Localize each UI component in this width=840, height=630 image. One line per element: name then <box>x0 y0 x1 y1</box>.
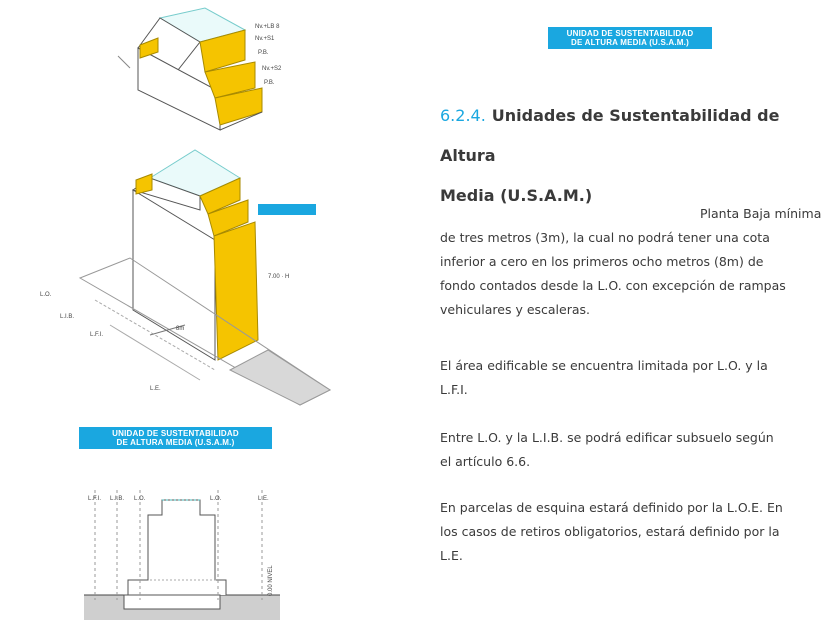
top-isometric-block <box>118 8 262 130</box>
text-line: L.E. <box>440 548 463 563</box>
svg-text:L.O.: L.O. <box>210 496 222 502</box>
svg-text:L.F.I.: L.F.I. <box>90 332 104 338</box>
svg-text:L.E.: L.E. <box>150 386 161 392</box>
text-line: L.F.I. <box>440 382 468 397</box>
svg-text:L.O.: L.O. <box>134 496 146 502</box>
svg-text:L.O.: L.O. <box>40 292 52 298</box>
svg-text:P.B.: P.B. <box>264 80 275 86</box>
text-line: En parcelas de esquina estará definido por la L.O.E. En <box>440 500 783 515</box>
text-line: inferior a cero en los primeros ocho metros (8m) de <box>440 254 764 269</box>
svg-text:7.00 · H: 7.00 · H <box>268 274 290 280</box>
paragraph-planta-baja <box>440 202 840 322</box>
svg-text:L.E.: L.E. <box>258 496 269 502</box>
section-title-line2: Media (U.S.A.M.) <box>440 186 593 205</box>
middle-isometric-block <box>80 150 330 405</box>
text-line: el artículo 6.6. <box>440 454 531 469</box>
svg-text:L.I.B.: L.I.B. <box>110 496 125 502</box>
section-elevation <box>84 490 280 620</box>
section-title-line1: Unidades de Sustentabilidad de Altura <box>440 106 780 165</box>
tag-left-line2: DE ALTURA MEDIA (U.S.A.M.) <box>116 438 235 447</box>
section-heading <box>440 96 830 216</box>
text-line: Planta Baja mínima <box>700 206 822 221</box>
label-tag-small <box>258 204 316 215</box>
paragraph-area-edificable <box>440 354 840 402</box>
section-number: 6.2.4. <box>440 106 486 125</box>
usam-tag-top <box>548 27 712 49</box>
text-line: El área edificable se encuentra limitada por L.O. y la <box>440 358 768 373</box>
svg-text:P.B.: P.B. <box>258 50 269 56</box>
svg-text:Nv.+S2: Nv.+S2 <box>262 66 282 72</box>
svg-text:Nv.+LB 8: Nv.+LB 8 <box>255 24 280 30</box>
svg-text:Nv.+S1: Nv.+S1 <box>255 36 275 42</box>
svg-text:8m: 8m <box>176 326 185 332</box>
tag-top-line2: DE ALTURA MEDIA (U.S.A.M.) <box>571 38 689 47</box>
tag-left-line1: UNIDAD DE SUSTENTABILIDAD <box>112 429 239 438</box>
text-line: los casos de retiros obligatorios, estará definido por la <box>440 524 780 539</box>
text-line: fondo contados desde la L.O. con excepción de rampas <box>440 278 786 293</box>
paragraph-subsuelo <box>440 426 840 474</box>
text-line: de tres metros (3m), la cual no podrá tener una cota <box>440 230 770 245</box>
svg-text:L.I.B.: L.I.B. <box>60 314 75 320</box>
text-line: Entre L.O. y la L.I.B. se podrá edificar subsuelo según <box>440 430 774 445</box>
paragraph-esquina <box>440 496 840 568</box>
svg-text:L.F.I.: L.F.I. <box>88 496 102 502</box>
svg-text:0.00 NIVEL: 0.00 NIVEL <box>268 565 274 596</box>
tag-top-line1: UNIDAD DE SUSTENTABILIDAD <box>566 29 694 38</box>
usam-tag-left <box>79 427 272 449</box>
text-line: vehiculares y escaleras. <box>440 302 591 317</box>
